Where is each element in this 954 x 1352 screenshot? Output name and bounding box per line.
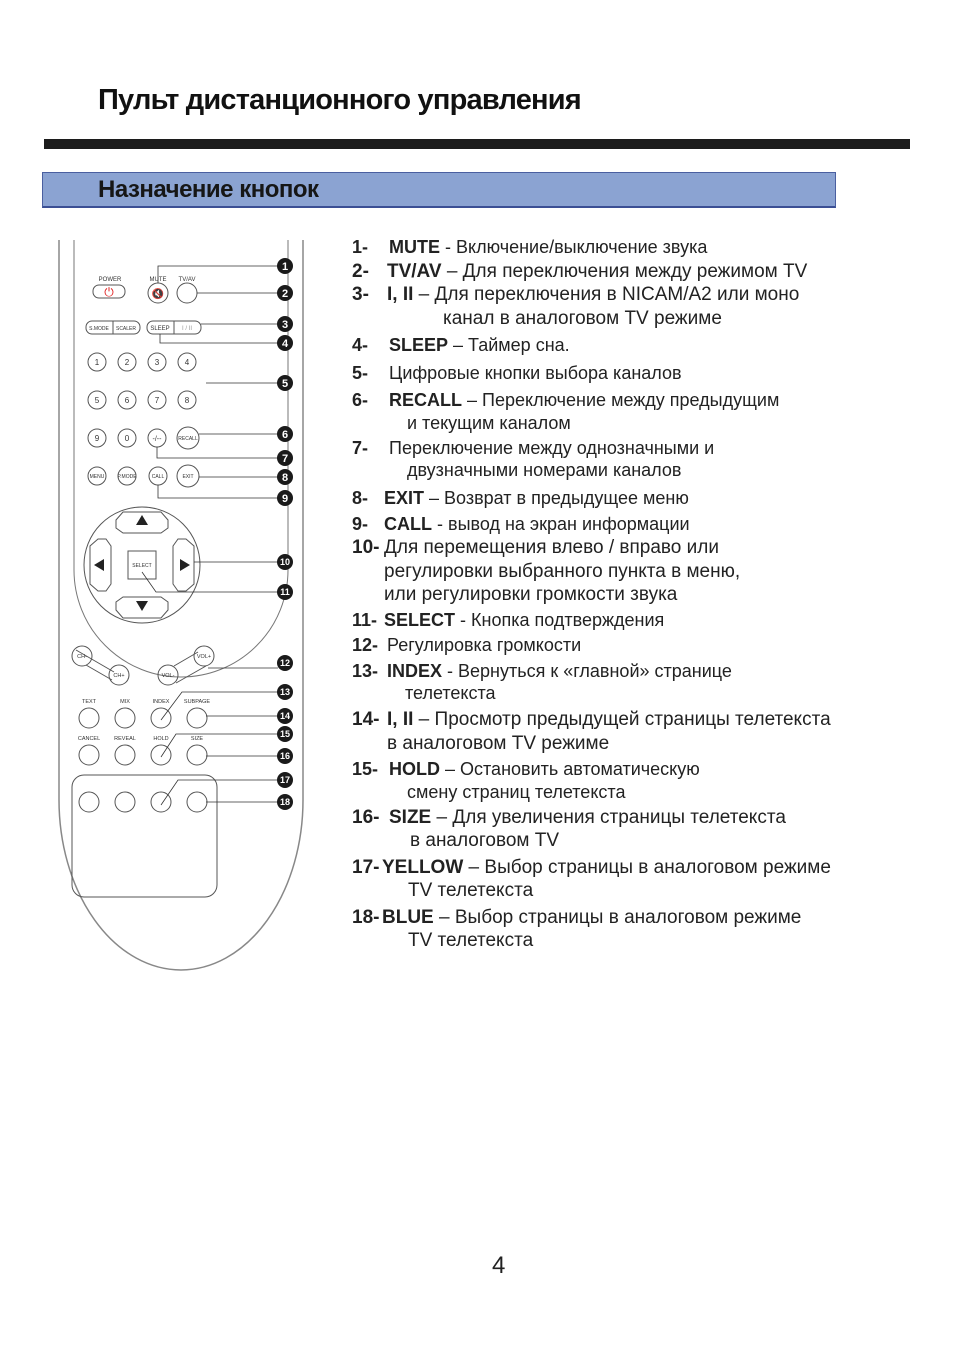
remote-control-diagram: [56, 240, 306, 980]
page-number: 4: [492, 1252, 506, 1279]
list-item: 6- RECALL – Переключение между предыдущим и текущим каналом: [352, 390, 780, 433]
svg-text:1: 1: [281, 261, 289, 273]
svg-text:3: 3: [154, 358, 160, 367]
section-header: [42, 172, 836, 208]
list-item: 2- TV/AV – Для переключения между режимом TV: [352, 260, 808, 282]
list-item: 1- MUTE - Включение/выключение звука: [352, 237, 708, 257]
svg-text:CH-: CH-: [77, 654, 87, 660]
list-item: 3- I, II – Для переключения в NICAM/A2 или моно канал в аналоговом TV режиме: [352, 284, 800, 329]
svg-text:7: 7: [281, 453, 289, 465]
list-item: 17- YELLOW – Выбор страницы в аналоговом режиме TV телетекста: [352, 856, 831, 901]
svg-text:5: 5: [94, 396, 100, 405]
svg-text:CH+: CH+: [113, 673, 125, 679]
header-rule: [44, 139, 910, 149]
section-title: Назначение кнопок: [98, 176, 319, 203]
svg-text:P.MODE: P.MODE: [117, 474, 137, 480]
svg-text:4: 4: [184, 358, 190, 367]
list-item: 9- CALL - вывод на экран информации: [352, 513, 690, 534]
svg-text:2: 2: [124, 358, 130, 367]
page-title: Пульт дистанционного управления: [98, 84, 581, 116]
svg-text:14: 14: [279, 711, 291, 721]
svg-text:16: 16: [279, 751, 291, 761]
svg-text:SIZE: SIZE: [190, 736, 204, 742]
svg-text:S.MODE: S.MODE: [89, 326, 109, 332]
list-item: 14- I, II – Просмотр предыдущей страницы телетекста в аналоговом TV режиме: [352, 709, 831, 754]
svg-text:I / II: I / II: [181, 326, 193, 332]
svg-text:MIX: MIX: [120, 699, 130, 705]
svg-text:REVEAL: REVEAL: [114, 736, 136, 742]
svg-text:9: 9: [281, 493, 289, 505]
svg-text:3: 3: [281, 319, 289, 331]
list-item: 16- SIZE – Для увеличения страницы телетекста в аналоговом TV: [352, 806, 786, 851]
svg-text:15: 15: [279, 729, 291, 739]
svg-text:6: 6: [281, 429, 289, 441]
svg-text:5: 5: [281, 378, 289, 390]
list-item: 5- Цифровые кнопки выбора каналов: [352, 362, 682, 383]
svg-text:SLEEP: SLEEP: [150, 326, 170, 332]
svg-text:POWER: POWER: [98, 277, 122, 283]
list-item: 11- SELECT - Кнопка подтверждения: [352, 609, 665, 630]
svg-text:12: 12: [279, 658, 291, 668]
list-item: 7- Переключение между однозначными и двузначными номерами каналов: [352, 437, 715, 480]
svg-text:7: 7: [154, 396, 160, 405]
svg-text:9: 9: [94, 434, 100, 443]
svg-text:17: 17: [279, 775, 291, 785]
svg-text:🔇: 🔇: [151, 289, 165, 300]
list-item: 4- SLEEP – Таймер сна.: [352, 335, 570, 355]
list-item: 12- Регулировка громкости: [352, 635, 582, 655]
svg-text:EXIT: EXIT: [182, 474, 194, 480]
svg-text:INDEX: INDEX: [152, 699, 170, 705]
svg-text:TV/AV: TV/AV: [178, 277, 196, 283]
list-item: 15- HOLD – Остановить автоматическую смену страниц телетекста: [352, 759, 700, 802]
svg-text:18: 18: [279, 797, 291, 807]
svg-text:-/--: -/--: [152, 436, 162, 443]
svg-text:RECALL: RECALL: [178, 436, 198, 442]
svg-text:SCALER: SCALER: [115, 326, 137, 332]
svg-text:TEXT: TEXT: [81, 699, 97, 705]
svg-text:CALL: CALL: [151, 474, 165, 480]
list-item: 13- INDEX - Вернуться к «главной» странице телетекста: [352, 660, 732, 703]
svg-text:2: 2: [281, 288, 289, 300]
button-descriptions: [352, 236, 912, 953]
svg-text:SUBPAGE: SUBPAGE: [183, 699, 211, 705]
svg-text:6: 6: [124, 396, 130, 405]
svg-text:1: 1: [94, 358, 100, 367]
list-item: 18- BLUE – Выбор страницы в аналоговом режиме TV телетекста: [352, 906, 802, 951]
svg-text:11: 11: [280, 587, 290, 597]
svg-text:8: 8: [281, 472, 289, 484]
svg-text:MUTE: MUTE: [149, 277, 167, 283]
svg-text:SELECT: SELECT: [132, 563, 152, 569]
svg-text:VOL-: VOL-: [161, 673, 175, 679]
svg-text:8: 8: [184, 396, 190, 405]
svg-text:4: 4: [281, 338, 289, 350]
svg-text:13: 13: [279, 687, 291, 697]
svg-text:⏻: ⏻: [104, 285, 114, 299]
svg-text:0: 0: [124, 434, 130, 443]
list-item: 10- Для перемещения влево / вправо или регулировки выбранного пункта в меню, или регулировки громкости звука: [352, 537, 741, 605]
svg-text:MENU: MENU: [89, 474, 105, 480]
list-item: 8- EXIT – Возврат в предыдущее меню: [352, 488, 689, 508]
svg-text:VOL+: VOL+: [196, 654, 212, 660]
svg-text:HOLD: HOLD: [153, 736, 169, 742]
svg-text:10: 10: [279, 557, 291, 567]
svg-text:CANCEL: CANCEL: [77, 736, 101, 742]
